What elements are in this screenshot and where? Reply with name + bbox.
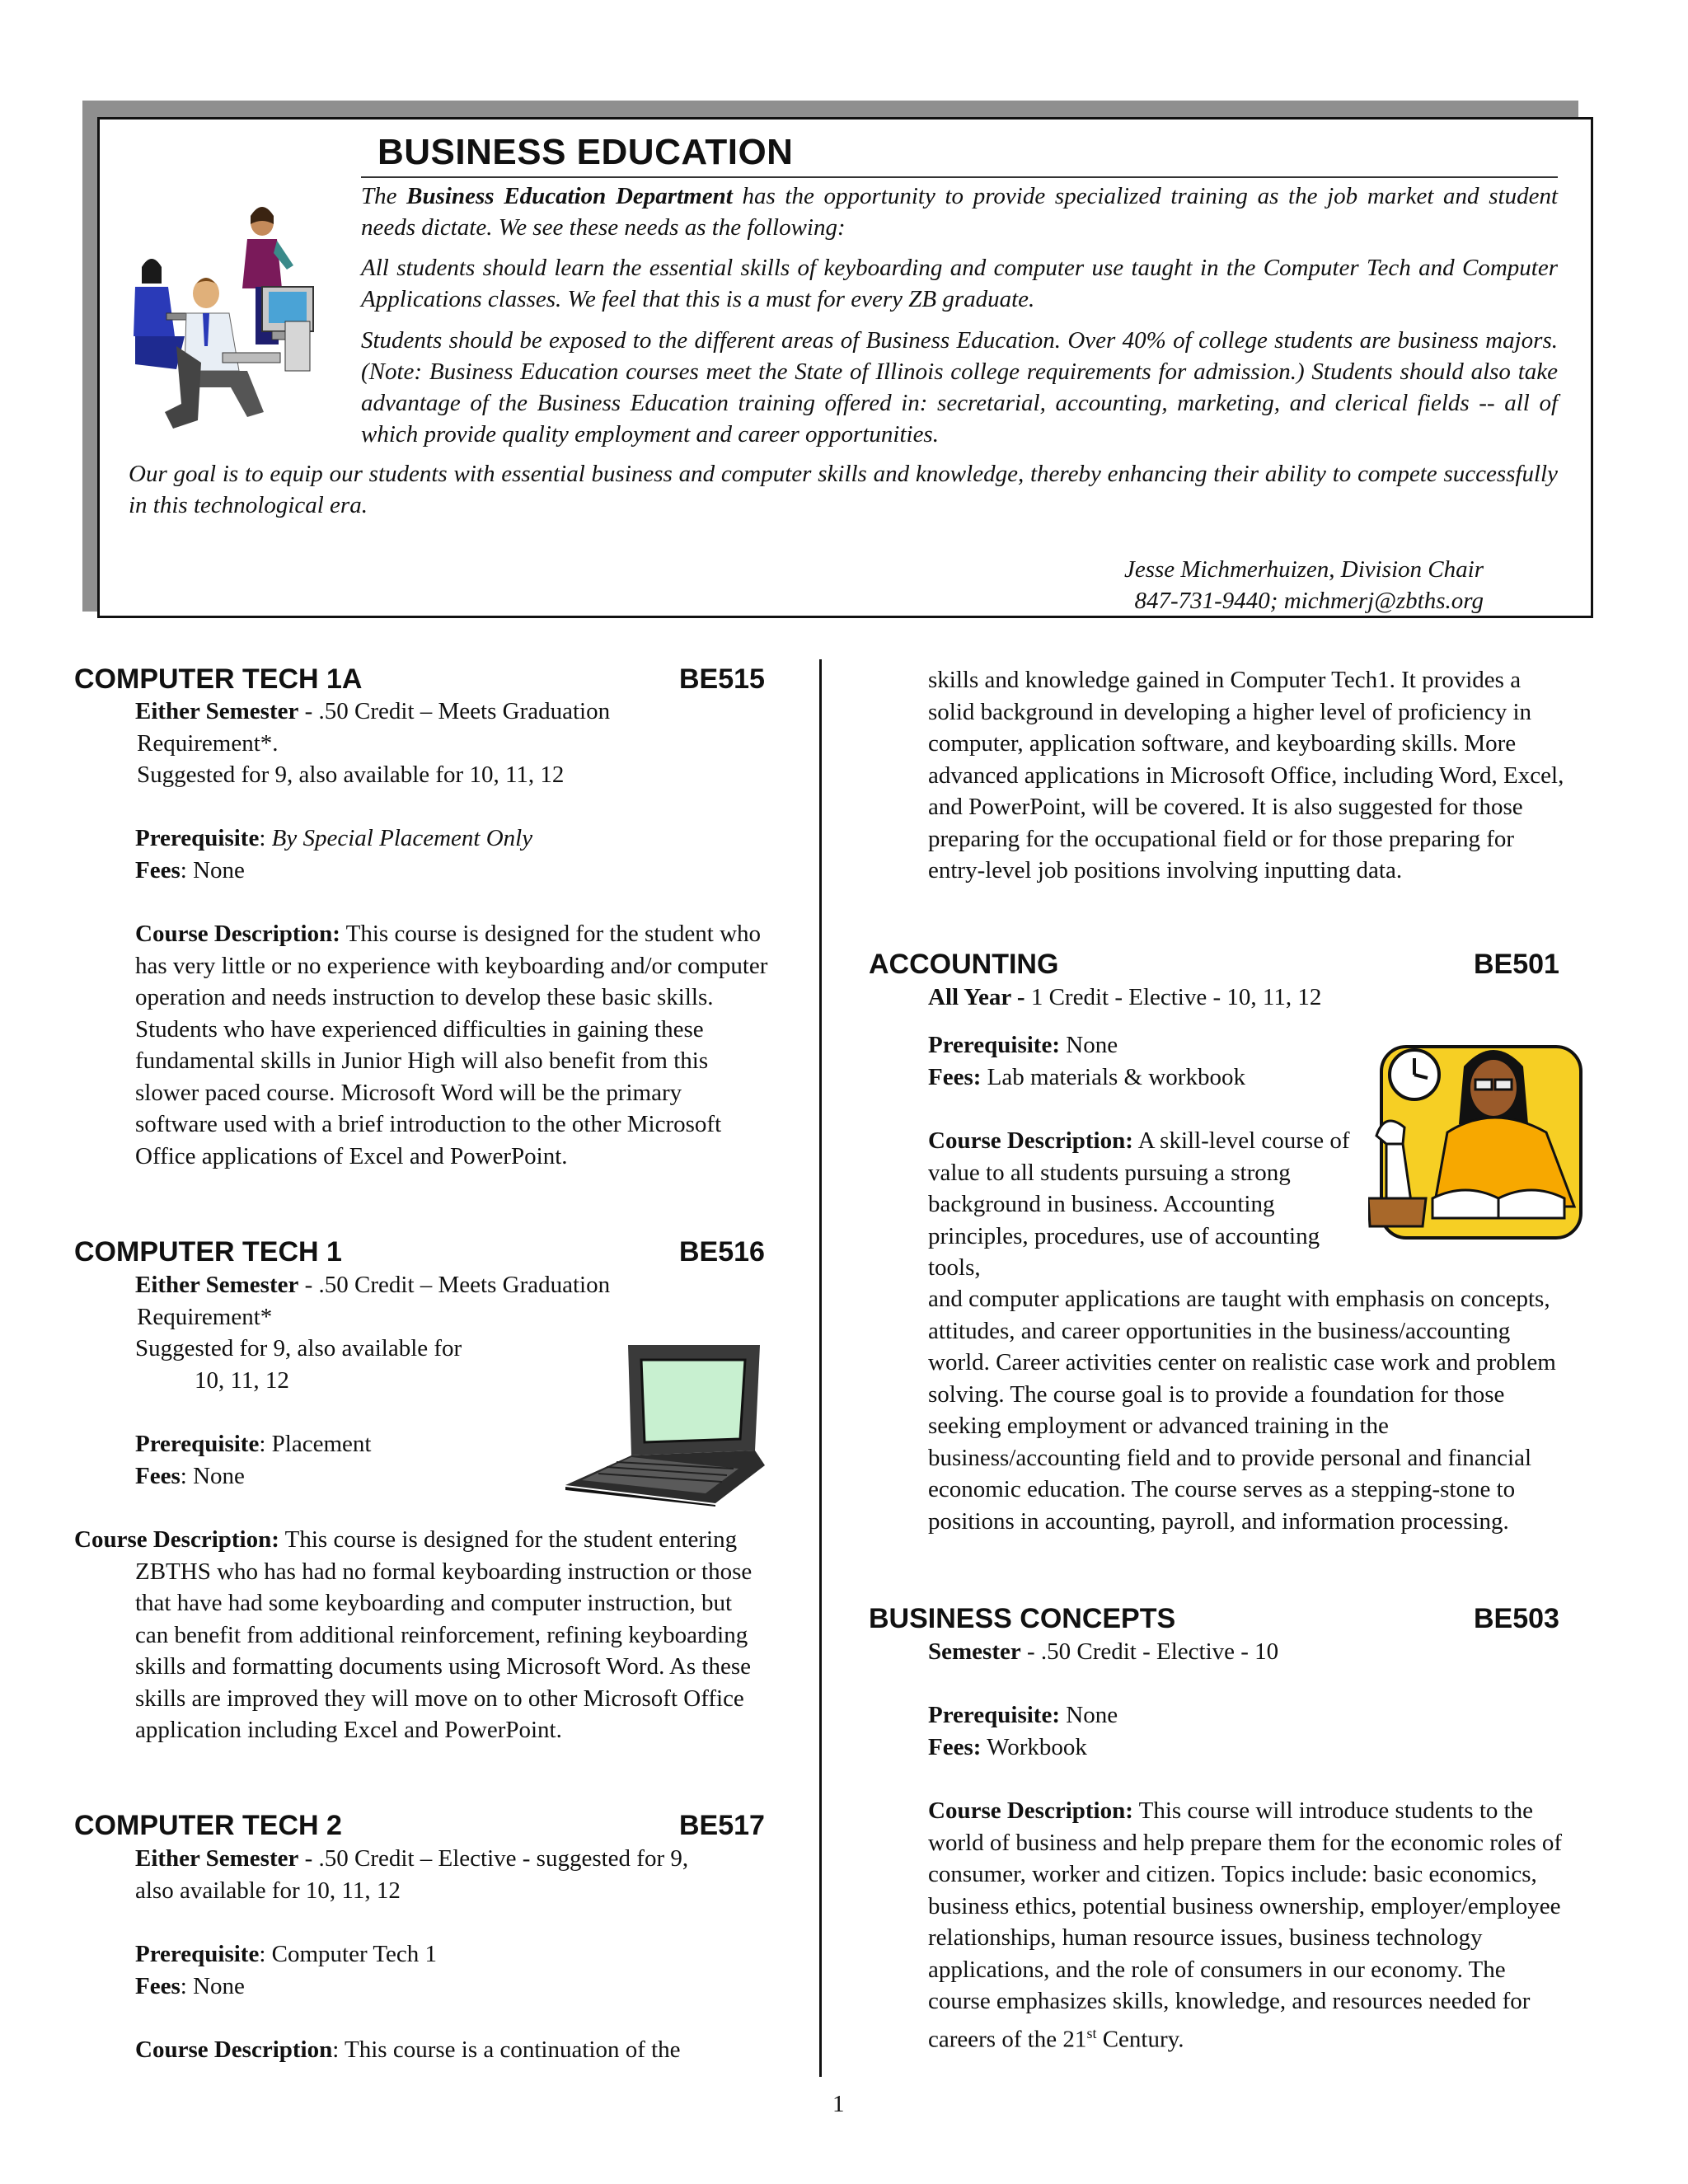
column-divider [819, 659, 822, 2077]
goal-paragraph: Our goal is to equip our students with essential business and computer skills and knowledge, thereby enhancing their ability to compete successfully in this technological era. [129, 461, 1558, 518]
signature-contact: 847-731-9440; michmerj@zbths.org [1134, 588, 1484, 614]
course-title-business-concepts: BUSINESS CONCEPTS [869, 1603, 1176, 1634]
course-description-continued: and computer applications are taught with emphasis on concepts, attitudes, and career opportunities in the business/accounting world. Career activities center on realistic case work and problem solving. The course goal is to provide a foundation for those seeking employment or advanced training in the business/accounting field and to provide personal and financial economic education. The course serves as a stepping-stone to positions in accounting, payroll, and information processing. [928, 1286, 1556, 1535]
course-code-be501: BE501 [1474, 949, 1559, 980]
course-fees: Fees: Lab materials & workbook [928, 1064, 1245, 1090]
course-term: Either Semester - .50 Credit – Elective - suggested for 9, [135, 1845, 689, 1872]
course-prerequisite: Prerequisite: Computer Tech 1 [135, 1941, 438, 1967]
course-credit-cont: Requirement* [137, 1304, 273, 1330]
course-credit-cont: Requirement*. [137, 730, 279, 757]
page-number: 1 [832, 2091, 845, 2117]
course-fees: Fees: Workbook [928, 1734, 1087, 1760]
signature [1014, 554, 1484, 616]
course-term: Either Semester - .50 Credit – Meets Graduation [135, 1272, 611, 1298]
course-code-be515: BE515 [679, 663, 765, 695]
title-rule [361, 176, 1558, 178]
course-title-computer-tech-2: COMPUTER TECH 2 [74, 1810, 342, 1841]
course-suggested: Suggested for 9, also available for [135, 1335, 462, 1361]
course-description: Course Description: This course will introduce students to the world of business and help prepare them for the economic roles of consumer, worker and citizen. Topics include: basic economics, business ethics, potential business ownership, employer/employee relationships, human resource issues, business technology applications, and the role of consumers in our economy. The course emphasizes skills, knowledge, and resources needed for careers of the 21st Century. [928, 1797, 1563, 2053]
accountant-illustration [1368, 1037, 1584, 1241]
course-term: Semester - .50 Credit - Elective - 10 [928, 1638, 1279, 1665]
course-description: Course Description: A skill-level course of value to all students pursuing a strong background in business. Accounting principles, procedures, use of accounting tools, [928, 1127, 1350, 1281]
course-description-continued: skills and knowledge gained in Computer Tech1. It provides a solid background in developing a higher level of proficiency in computer, application software, and keyboarding skills. More advanced applications in Microsoft Office, including Word, Excel, and PowerPoint, will be covered. It is also suggested for those preparing for the occupational field or for those preparing for entry-level job positions involving inputting data. [928, 667, 1564, 883]
course-term: All Year - 1 Credit - Elective - 10, 11, 12 [928, 984, 1322, 1010]
laptop-illustration [565, 1342, 765, 1507]
course-title-computer-tech-1: COMPUTER TECH 1 [74, 1236, 342, 1268]
course-description: Course Description: This course is designed for the student entering ZBTHS who has had no formal keyboarding instruction or those that have had some keyboarding and computer instruction, but can benefit from additional reinforcement, refining keyboarding skills and formatting documents using Microsoft Word. As these skills are improved they will move on to other Microsoft Office application including Excel and PowerPoint. [74, 1526, 753, 1743]
page-title: BUSINESS EDUCATION [377, 132, 794, 172]
course-description: Course Description: This course is a continuation of the [135, 2036, 681, 2063]
course-prerequisite: Prerequisite: Placement [135, 1431, 372, 1457]
course-suggested-grades: 10, 11, 12 [195, 1367, 289, 1394]
intro-paragraph-3: Students should be exposed to the different areas of Business Education. Over 40% of college students are business majors. (Note: Business Education courses meet the State of Illinois college requirements for admission.) Students should also take advantage of the Business Education training offered in: secretarial, accounting, marketing, and clerical fields -- all of which provide quality employment and career opportunities. [361, 327, 1558, 448]
course-prerequisite: Prerequisite: By Special Placement Only [135, 825, 533, 851]
course-title-computer-tech-1a: COMPUTER TECH 1A [74, 663, 363, 695]
course-description: Course Description: This course is designed for the student who has very little or no experience with keyboarding and/or computer operation and needs instruction to develop these basic skills. Students who have experienced difficulties in gaining these fundamental skills in Junior High will also benefit from this slower paced course. Microsoft Word will be the primary software used with a brief introduction to the other Microsoft Office applications of Excel and PowerPoint. [135, 921, 768, 1169]
intro-paragraph-2: All students should learn the essential skills of keyboarding and computer use taught in the Computer Tech and Computer Applications classes. We feel that this is a must for every ZB graduate. [361, 255, 1558, 312]
course-code-be503: BE503 [1474, 1603, 1559, 1634]
course-prerequisite: Prerequisite: None [928, 1702, 1118, 1728]
intro-paragraph-1: The Business Education Department has the opportunity to provide specialized training as the job market and student needs dictate. We see these needs as the following: [361, 183, 1558, 241]
course-fees: Fees: None [135, 1973, 245, 1999]
course-credit-cont: also available for 10, 11, 12 [135, 1877, 401, 1904]
course-prerequisite: Prerequisite: None [928, 1032, 1118, 1058]
course-fees: Fees: None [135, 857, 245, 883]
course-title-accounting: ACCOUNTING [869, 949, 1059, 980]
course-suggested: Suggested for 9, also available for 10, 11, 12 [137, 762, 565, 788]
course-code-be516: BE516 [679, 1236, 765, 1268]
signature-name: Jesse Michmerhuizen, Division Chair [1123, 556, 1484, 583]
course-fees: Fees: None [135, 1463, 245, 1489]
course-code-be517: BE517 [679, 1810, 765, 1841]
office-workers-illustration [124, 198, 346, 437]
course-term: Either Semester - .50 Credit – Meets Graduation [135, 698, 611, 724]
